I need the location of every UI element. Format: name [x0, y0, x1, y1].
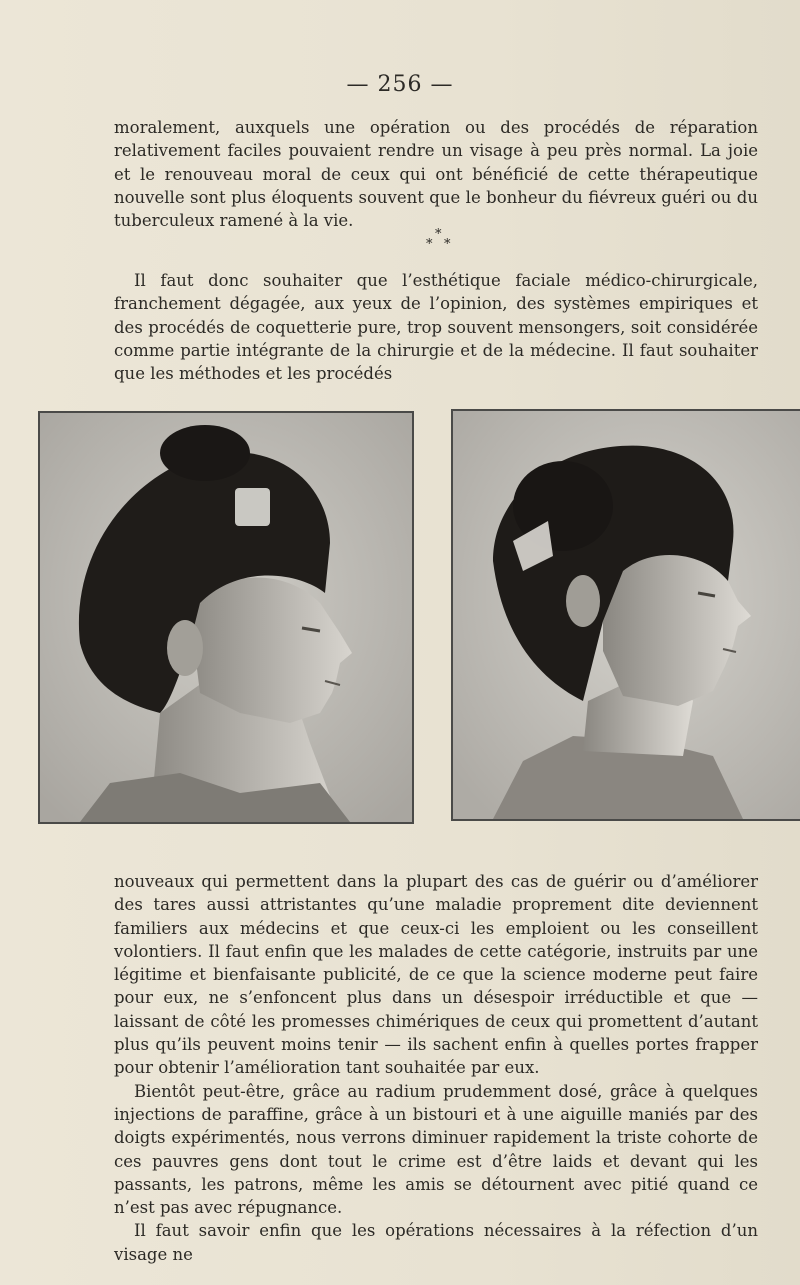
photo-profile-before: [38, 411, 414, 824]
asterism-separator: [424, 228, 456, 254]
paragraph-2-text: Il faut donc souhaiter que l’esthétique faciale médico-chirurgicale, franchement dégagée, aux yeux de l’opinion, des systèmes empiriques et des procédés de coquetterie pure, trop souvent mensongers, soit considérée comme partie intégrante de la chirurgie et de la médecine. Il faut souhaiter que les méthodes et les procédés: [114, 271, 758, 384]
profile-portrait-left-icon: [40, 413, 412, 822]
paragraph-3-block: [114, 870, 758, 1266]
paragraph-2: [114, 269, 758, 385]
asterism-star-left-icon: *: [426, 237, 433, 252]
photo-profile-after: [451, 409, 800, 821]
asterism-star-top-icon: *: [435, 227, 442, 242]
paragraph-3-text: nouveaux qui permettent dans la plupart des cas de guérir ou d’améliorer des tares aussi attristantes qu’une maladie proprement dite deviennent familiers aux médecins et que ceux-ci les emploient ou les conseillent volontiers. Il faut enfin que les malades de cette catégorie, instruits par une légitime et bienfaisante publicité, de ce que la science moderne peut faire pour eux, ne s’enfoncent plus dans un désespoir irréductible et que — laissant de côté les promesses chimériques de ceux qui promettent d’autant plus qu’ils peuvent moins tenir — ils sachent enfin à quelles portes frapper pour obtenir l’amélioration tant souhaitée par eux.: [114, 872, 758, 1078]
asterism-star-right-icon: *: [444, 237, 451, 252]
paragraph-5-text: Il faut savoir enfin que les opérations nécessaires à la réfection d’un visage ne: [114, 1221, 758, 1264]
paragraph-1-text: moralement, auxquels une opération ou des procédés de réparation relativement faciles pouvaient rendre un visage à peu près normal. La joie et le renouveau moral de ceux qui ont bénéficié de cette thérapeutique nouvelle sont plus éloquents souvent que le bonheur du fiévreux guéri ou du tuberculeux ramené à la vie.: [114, 118, 758, 231]
page-number: — 256 —: [346, 72, 454, 97]
profile-portrait-right-icon: [453, 411, 800, 819]
paragraph-4-text: Bientôt peut-être, grâce au radium prudemment dosé, grâce à quelques injections de paraffine, grâce à un bistouri et à une aiguille maniés par des doigts expérimentés, nous verrons diminuer rapidement la triste cohorte de ces pauvres gens dont tout le crime est d’être laids et devant qui les passants, les patrons, même les amis se détournent avec pitié quand ce n’est pas avec répugnance.: [114, 1081, 758, 1218]
paragraph-1: [114, 116, 758, 232]
